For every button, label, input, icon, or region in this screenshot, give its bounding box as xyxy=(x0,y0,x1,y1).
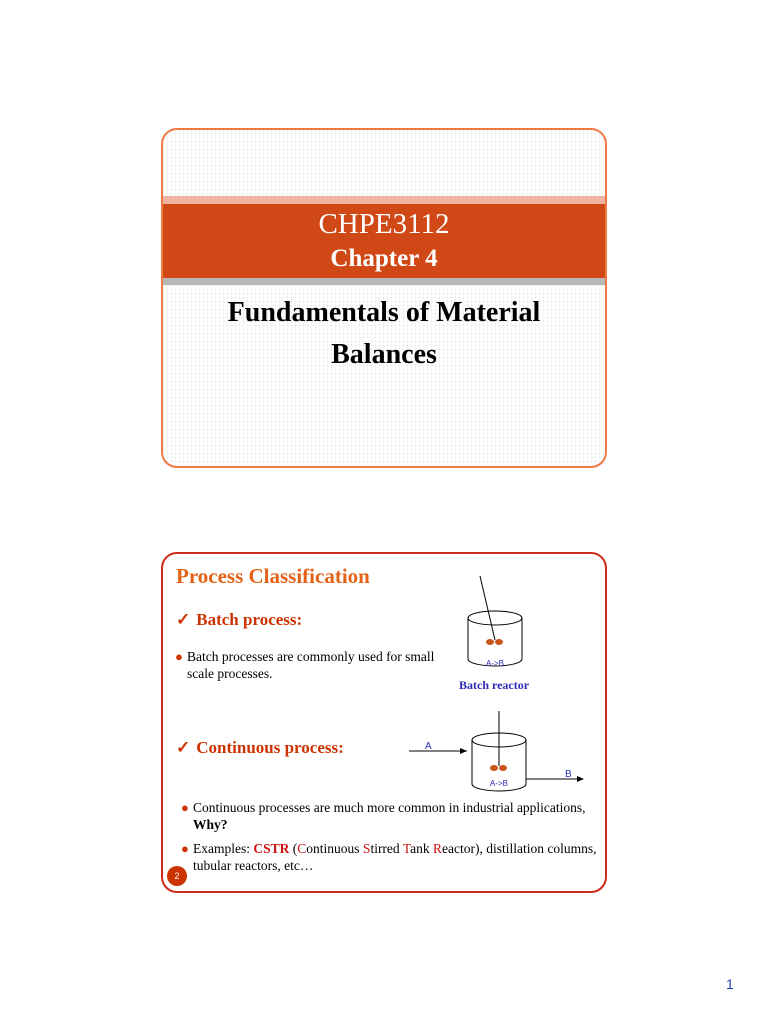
title-band-bottom-strip xyxy=(163,278,605,285)
title-band-top-strip xyxy=(163,196,605,204)
chapter-label: Chapter 4 xyxy=(330,245,438,272)
bullet-icon: ● xyxy=(181,800,189,815)
slide-heading: Process Classification xyxy=(176,564,370,588)
why-text: Why? xyxy=(193,817,228,832)
inlet-label: A xyxy=(425,741,432,752)
continuous-reactor-text: A->B xyxy=(489,779,509,788)
word-tank: ank xyxy=(410,841,433,856)
bullet-icon: ● xyxy=(175,649,183,664)
slide-title: Fundamentals of Material Balances xyxy=(227,297,541,370)
outlet-label: B xyxy=(565,769,572,780)
word-continuous: ontinuous xyxy=(306,841,363,856)
batch-reactor-text: A->B xyxy=(485,659,505,668)
inlet-arrow xyxy=(409,741,467,754)
reactor-diagrams xyxy=(163,554,607,893)
continuous-bullet-1-text: Continuous processes are much more common in industrial applications, xyxy=(193,800,586,815)
batch-bullet-text: Batch processes are commonly used for small scale processes. xyxy=(187,649,435,681)
word-reactor: eactor xyxy=(442,841,475,856)
checkmark-icon: ✓ xyxy=(176,610,191,629)
batch-process-text: Batch process: xyxy=(196,610,303,629)
letter-r: R xyxy=(433,841,443,856)
title-slide xyxy=(161,128,607,468)
slide-number-badge: 2 xyxy=(167,866,187,886)
page-number: 1 xyxy=(726,976,734,992)
outlet-arrow xyxy=(526,769,584,782)
paren-open: ( xyxy=(289,841,298,856)
checkmark-icon: ✓ xyxy=(176,738,191,757)
batch-reactor-icon xyxy=(468,576,522,668)
letter-c: C xyxy=(297,841,307,856)
continuous-reactor-icon xyxy=(472,711,526,791)
letter-s: S xyxy=(362,841,371,856)
cstr-acronym: CSTR xyxy=(253,841,290,856)
process-classification-slide xyxy=(161,552,607,893)
examples-suffix: ), distillation columns, tubular reactors, etc… xyxy=(193,841,597,873)
word-stirred: tirred xyxy=(370,841,403,856)
continuous-process-text: Continuous process: xyxy=(196,738,344,757)
batch-reactor-caption: Batch reactor xyxy=(459,678,530,692)
examples-prefix: Examples: xyxy=(193,841,254,856)
bullet-icon: ● xyxy=(181,841,189,856)
letter-t: T xyxy=(402,841,411,856)
course-code: CHPE3112 xyxy=(318,208,450,240)
